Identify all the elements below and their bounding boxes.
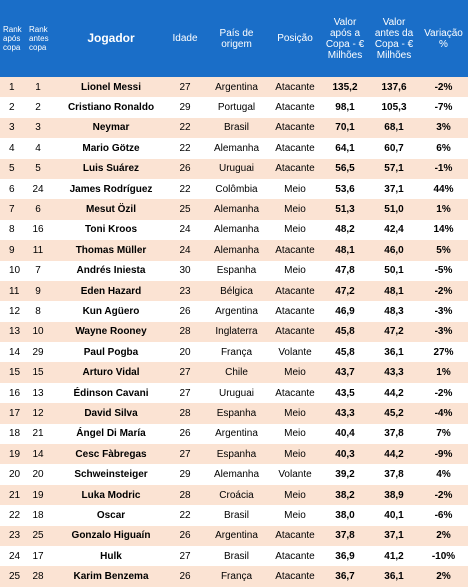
cell-rank-before: 24: [32, 183, 44, 195]
header-row: [0, 0, 468, 77]
table-row: [0, 138, 468, 158]
cell-value-after: 47,8: [335, 265, 355, 277]
cell-value-after: 38,0: [335, 509, 355, 521]
cell-country: Alemanha: [213, 204, 260, 216]
cell-rank-after: 20: [9, 469, 21, 481]
cell-country: Brasil: [223, 509, 249, 521]
cell-value-after: 64,1: [335, 142, 355, 154]
cell-rank-after: 15: [9, 367, 21, 379]
cell-player: Neymar: [92, 122, 130, 134]
cell-value-after: 40,3: [335, 448, 355, 460]
cell-rank-after: 13: [9, 326, 21, 338]
cell-value-after: 43,7: [335, 367, 355, 379]
cell-rank-before: 6: [35, 204, 41, 216]
cell-variation: -2%: [434, 81, 453, 93]
cell-rank-after: 17: [9, 407, 21, 419]
cell-player: Oscar: [96, 509, 126, 521]
cell-rank-before: 1: [35, 81, 41, 93]
cell-position: Meio: [284, 428, 306, 440]
cell-value-after: 48,1: [335, 244, 355, 256]
table-row: [0, 464, 468, 484]
cell-rank-after: 24: [9, 550, 21, 562]
cell-value-before: 60,7: [384, 142, 404, 154]
cell-value-before: 42,4: [384, 224, 404, 236]
cell-variation: 14%: [433, 224, 454, 236]
cell-age: 29: [179, 102, 191, 114]
cell-player: David Silva: [84, 407, 138, 419]
cell-player: James Rodríguez: [69, 183, 153, 195]
cell-country: Alemanha: [213, 224, 260, 236]
cell-variation: -3%: [434, 326, 453, 338]
cell-value-before: 37,8: [384, 428, 404, 440]
cell-rank-after: 8: [9, 224, 15, 236]
cell-rank-after: 6: [9, 183, 15, 195]
cell-value-before: 51,0: [384, 204, 404, 216]
cell-value-before: 36,1: [384, 571, 404, 583]
cell-player: Kun Agüero: [82, 305, 140, 317]
table-row: [0, 118, 468, 138]
cell-player: Cesc Fàbregas: [75, 448, 147, 460]
table-row: [0, 526, 468, 546]
cell-rank-before: 19: [32, 489, 44, 501]
cell-value-after: 135,2: [332, 81, 358, 93]
cell-rank-before: 15: [32, 367, 44, 379]
cell-rank-after: 23: [9, 530, 21, 542]
cell-value-after: 45,8: [335, 326, 355, 338]
cell-position: Atacante: [275, 102, 315, 114]
cell-value-before: 50,1: [384, 265, 404, 277]
cell-country: Portugal: [217, 102, 256, 114]
cell-variation: 2%: [436, 530, 451, 542]
cell-player: Paul Pogba: [83, 346, 139, 358]
cell-variation: -1%: [434, 163, 453, 175]
cell-value-before: 38,9: [384, 489, 404, 501]
cell-age: 23: [179, 285, 191, 297]
cell-player: Andrés Iniesta: [76, 265, 146, 277]
cell-value-before: 48,1: [384, 285, 404, 297]
cell-variation: 1%: [436, 204, 451, 216]
cell-position: Atacante: [275, 285, 315, 297]
cell-rank-after: 14: [9, 346, 21, 358]
cell-age: 25: [179, 204, 191, 216]
cell-position: Volante: [278, 346, 312, 358]
cell-variation: 1%: [436, 367, 451, 379]
cell-country: Argentina: [215, 428, 258, 440]
cell-player: Lionel Messi: [80, 81, 141, 93]
cell-value-after: 45,8: [335, 346, 355, 358]
cell-age: 26: [179, 530, 191, 542]
cell-value-before: 44,2: [384, 387, 404, 399]
table-row: [0, 485, 468, 505]
cell-player: Mario Götze: [82, 142, 140, 154]
cell-rank-after: 10: [9, 265, 21, 277]
cell-country: Argentina: [215, 530, 258, 542]
cell-variation: 4%: [436, 469, 451, 481]
cell-age: 22: [179, 509, 191, 521]
cell-position: Volante: [278, 469, 312, 481]
cell-position: Atacante: [275, 305, 315, 317]
cell-rank-before: 4: [35, 142, 41, 154]
cell-variation: -2%: [434, 489, 453, 501]
table-row: [0, 77, 468, 97]
cell-variation: 27%: [433, 346, 454, 358]
header-value-before: Valor antes da Copa - € Milhões: [374, 16, 414, 61]
cell-age: 26: [179, 571, 191, 583]
cell-country: Alemanha: [213, 244, 260, 256]
cell-age: 26: [179, 163, 191, 175]
table-row: [0, 179, 468, 199]
cell-variation: -4%: [434, 407, 453, 419]
cell-value-after: 53,6: [335, 183, 355, 195]
cell-rank-before: 21: [32, 428, 44, 440]
cell-player: Édinson Cavani: [73, 387, 149, 399]
table-row: [0, 424, 468, 444]
cell-rank-after: 21: [9, 489, 21, 501]
cell-rank-before: 16: [32, 224, 44, 236]
cell-variation: -6%: [434, 509, 453, 521]
cell-rank-after: 7: [9, 204, 15, 216]
cell-country: França: [220, 346, 253, 358]
header-rank-after: Rank após copa: [3, 25, 22, 52]
cell-rank-after: 19: [9, 448, 21, 460]
cell-rank-before: 8: [35, 305, 41, 317]
cell-rank-after: 4: [9, 142, 15, 154]
cell-player: Mesut Özil: [85, 204, 136, 216]
cell-value-before: 36,1: [384, 346, 404, 358]
cell-position: Meio: [284, 265, 306, 277]
cell-age: 27: [179, 550, 191, 562]
cell-value-after: 46,9: [335, 305, 355, 317]
cell-value-after: 56,5: [335, 163, 355, 175]
cell-player: Karim Benzema: [73, 571, 149, 583]
cell-rank-before: 29: [32, 346, 44, 358]
cell-value-before: 41,2: [384, 550, 404, 562]
table-row: [0, 159, 468, 179]
cell-rank-before: 28: [32, 571, 44, 583]
cell-position: Meio: [284, 489, 306, 501]
table-row: [0, 301, 468, 321]
cell-country: Espanha: [216, 265, 257, 277]
cell-value-before: 48,3: [384, 305, 404, 317]
table-row: [0, 546, 468, 566]
cell-rank-before: 25: [32, 530, 44, 542]
cell-value-before: 45,2: [384, 407, 404, 419]
cell-value-before: 43,3: [384, 367, 404, 379]
cell-value-before: 37,1: [384, 530, 404, 542]
cell-rank-before: 13: [32, 387, 44, 399]
cell-variation: 44%: [433, 183, 454, 195]
cell-country: Argentina: [215, 305, 258, 317]
header-country: País de origem: [219, 27, 254, 50]
table-body: [0, 77, 468, 587]
cell-country: França: [220, 571, 253, 583]
cell-variation: 7%: [436, 428, 451, 440]
cell-age: 27: [179, 367, 191, 379]
cell-player: Hulk: [100, 550, 122, 562]
cell-rank-before: 2: [35, 102, 41, 114]
cell-value-after: 98,1: [335, 102, 355, 114]
cell-rank-after: 1: [9, 81, 15, 93]
cell-value-after: 43,5: [335, 387, 355, 399]
cell-position: Atacante: [275, 326, 315, 338]
cell-position: Atacante: [275, 163, 315, 175]
cell-age: 28: [179, 407, 191, 419]
cell-position: Atacante: [275, 550, 315, 562]
cell-position: Atacante: [275, 530, 315, 542]
table-row: [0, 566, 468, 586]
cell-rank-before: 14: [32, 448, 44, 460]
cell-variation: -5%: [434, 265, 453, 277]
cell-country: Bélgica: [220, 285, 253, 297]
cell-value-after: 47,2: [335, 285, 355, 297]
cell-variation: -3%: [434, 305, 453, 317]
cell-country: Uruguai: [218, 387, 255, 399]
cell-value-before: 37,8: [384, 469, 404, 481]
cell-age: 29: [179, 469, 191, 481]
table-row: [0, 322, 468, 342]
cell-age: 20: [179, 346, 191, 358]
cell-position: Meio: [284, 183, 306, 195]
cell-player: Schweinsteiger: [74, 469, 148, 481]
cell-variation: 5%: [436, 244, 451, 256]
cell-country: Brasil: [223, 550, 249, 562]
cell-player: Wayne Rooney: [75, 326, 147, 338]
cell-value-after: 36,9: [335, 550, 355, 562]
cell-age: 27: [179, 81, 191, 93]
cell-value-before: 44,2: [384, 448, 404, 460]
cell-rank-after: 9: [9, 244, 15, 256]
cell-player: Arturo Vidal: [82, 367, 140, 379]
cell-rank-after: 11: [9, 285, 20, 297]
cell-value-after: 38,2: [335, 489, 355, 501]
cell-age: 22: [179, 183, 191, 195]
cell-age: 26: [179, 305, 191, 317]
header-age: Idade: [172, 33, 198, 44]
cell-country: Chile: [225, 367, 248, 379]
cell-variation: -2%: [434, 285, 453, 297]
cell-rank-after: 3: [9, 122, 15, 134]
cell-variation: 2%: [436, 571, 451, 583]
table-row: [0, 383, 468, 403]
cell-position: Meio: [284, 448, 306, 460]
cell-age: 22: [179, 142, 191, 154]
cell-age: 27: [179, 387, 191, 399]
cell-value-before: 137,6: [381, 81, 407, 93]
cell-country: Espanha: [216, 448, 257, 460]
table-row: [0, 97, 468, 117]
cell-value-after: 70,1: [335, 122, 355, 134]
cell-rank-before: 10: [32, 326, 44, 338]
cell-rank-after: 5: [9, 163, 15, 175]
cell-rank-before: 11: [32, 244, 44, 256]
cell-rank-after: 25: [9, 571, 21, 583]
cell-value-before: 46,0: [384, 244, 404, 256]
cell-value-before: 40,1: [384, 509, 404, 521]
cell-position: Atacante: [275, 122, 315, 134]
cell-age: 26: [179, 428, 191, 440]
cell-position: Meio: [284, 509, 306, 521]
cell-value-before: 37,1: [384, 183, 404, 195]
table-row: [0, 505, 468, 525]
cell-country: Colômbia: [215, 183, 258, 195]
cell-country: Alemanha: [213, 469, 260, 481]
table-row: [0, 220, 468, 240]
cell-value-before: 68,1: [384, 122, 404, 134]
table-row: [0, 199, 468, 219]
cell-rank-before: 9: [35, 285, 41, 297]
table-header: [0, 0, 468, 77]
cell-rank-before: 18: [32, 509, 44, 521]
cell-age: 30: [179, 265, 191, 277]
cell-rank-before: 20: [32, 469, 44, 481]
cell-position: Meio: [284, 367, 306, 379]
cell-position: Meio: [284, 407, 306, 419]
cell-position: Atacante: [275, 142, 315, 154]
cell-country: Croácia: [219, 489, 254, 501]
cell-rank-before: 5: [35, 163, 41, 175]
cell-player: Thomas Müller: [75, 244, 147, 256]
cell-rank-before: 7: [35, 265, 41, 277]
cell-player: Gonzalo Higuaín: [71, 530, 151, 542]
cell-country: Alemanha: [213, 142, 260, 154]
cell-variation: 3%: [436, 122, 451, 134]
cell-position: Meio: [284, 224, 306, 236]
cell-variation: -7%: [434, 102, 453, 114]
table-row: [0, 240, 468, 260]
cell-value-before: 57,1: [384, 163, 404, 175]
cell-age: 28: [179, 326, 191, 338]
cell-rank-before: 12: [32, 407, 44, 419]
header-rank-before: Rank antes copa: [29, 25, 49, 52]
cell-player: Luka Modric: [81, 489, 141, 501]
table-row: [0, 403, 468, 423]
cell-rank-before: 3: [35, 122, 41, 134]
header-value-after: Valor após a Copa - € Milhões: [325, 16, 365, 61]
cell-age: 22: [179, 122, 191, 134]
cell-age: 24: [179, 224, 191, 236]
table-row: [0, 362, 468, 382]
cell-country: Espanha: [216, 407, 257, 419]
cell-value-before: 47,2: [384, 326, 404, 338]
cell-player: Luis Suárez: [82, 163, 140, 175]
cell-country: Brasil: [223, 122, 249, 134]
table-row: [0, 261, 468, 281]
cell-country: Inglaterra: [215, 326, 258, 338]
cell-variation: -9%: [434, 448, 453, 460]
cell-position: Atacante: [275, 244, 315, 256]
cell-variation: -2%: [434, 387, 453, 399]
cell-rank-after: 22: [9, 509, 21, 521]
cell-value-before: 105,3: [381, 102, 407, 114]
cell-country: Argentina: [215, 81, 258, 93]
cell-age: 27: [179, 448, 191, 460]
cell-variation: -10%: [431, 550, 456, 562]
header-position: Posição: [277, 33, 313, 44]
cell-value-after: 48,2: [335, 224, 355, 236]
cell-rank-after: 2: [9, 102, 15, 114]
cell-rank-after: 18: [9, 428, 21, 440]
header-variation: Variação %: [424, 27, 463, 50]
cell-variation: 6%: [436, 142, 451, 154]
cell-value-after: 37,8: [335, 530, 355, 542]
cell-rank-before: 17: [32, 550, 44, 562]
cell-player: Ángel Di María: [76, 428, 146, 440]
cell-player: Toni Kroos: [84, 224, 138, 236]
cell-rank-after: 16: [9, 387, 21, 399]
cell-value-after: 51,3: [335, 204, 355, 216]
cell-player: Cristiano Ronaldo: [67, 102, 155, 114]
cell-position: Meio: [284, 204, 306, 216]
cell-country: Uruguai: [218, 163, 255, 175]
cell-value-after: 36,7: [335, 571, 355, 583]
cell-player: Eden Hazard: [80, 285, 142, 297]
cell-position: Atacante: [275, 387, 315, 399]
table-row: [0, 444, 468, 464]
cell-age: 24: [179, 244, 191, 256]
cell-position: Atacante: [275, 81, 315, 93]
cell-age: 28: [179, 489, 191, 501]
header-player: Jogador: [87, 31, 135, 45]
cell-value-after: 43,3: [335, 407, 355, 419]
table-row: [0, 342, 468, 362]
cell-rank-after: 12: [9, 305, 21, 317]
cell-value-after: 39,2: [335, 469, 355, 481]
cell-value-after: 40,4: [335, 428, 355, 440]
table-row: [0, 281, 468, 301]
cell-position: Atacante: [275, 571, 315, 583]
